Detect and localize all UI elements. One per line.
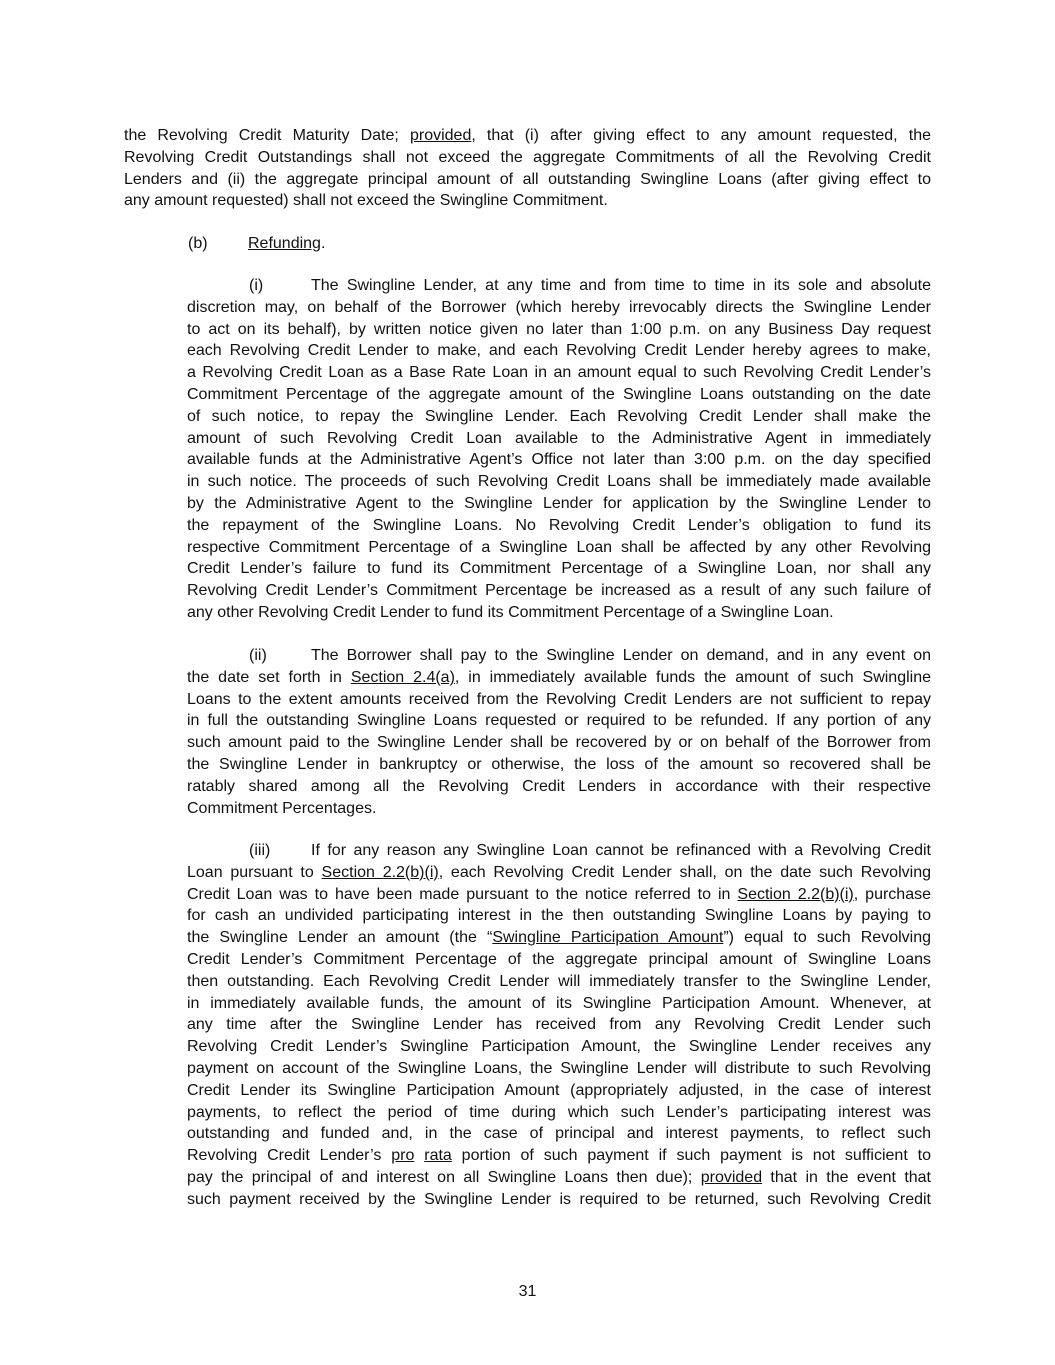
section-reference-link[interactable]: Section 2.2(b)(i) <box>737 885 854 903</box>
text-line: by the Administrative Agent to the Swingline Lender for application by the Swingline Lender to <box>187 494 931 512</box>
text-line: ratably shared among all the Revolving Credit Lenders in accordance with their respective <box>187 777 931 795</box>
paragraph-number: (i) <box>249 277 264 294</box>
text-line: of such notice, to repay the Swingline Lender. Each Revolving Credit Lender shall make the <box>187 407 931 425</box>
text-line: such payment received by the Swingline Lender is required to be returned, such Revolving Credit <box>187 1190 931 1208</box>
paragraph-number: (iii) <box>249 842 271 859</box>
text-line: Commitment Percentages. <box>187 799 377 817</box>
text-line: available funds at the Administrative Agent’s Office not later than 3:00 p.m. on the day specified <box>187 451 931 469</box>
text-line: amount of such Revolving Credit Loan available to the Administrative Agent in immediately <box>187 429 931 447</box>
section-reference-link[interactable]: Section 2.2(b)(i) <box>321 863 439 881</box>
intro-paragraph <box>124 125 931 212</box>
text-line: Credit Lender its Swingline Participation Amount (appropriately adjusted, in the case of interest <box>187 1081 931 1099</box>
text-line: then outstanding. Each Revolving Credit Lender will immediately transfer to the Swingline Lender, <box>187 972 931 990</box>
text-line: payments, to reflect the period of time during which such Lender’s participating interest was <box>187 1103 931 1121</box>
text-line: (ii) The Borrower shall pay to the Swingline Lender on demand, and in any event on <box>187 645 931 667</box>
text-line: payment on account of the Swingline Loans, the Swingline Lender will distribute to such Revolving <box>187 1059 931 1077</box>
paragraph-i <box>187 275 931 624</box>
text-line: the Swingline Lender an amount (the “Swingline Participation Amount”) equal to such Revolving <box>187 929 932 947</box>
paragraph-number: (ii) <box>249 647 267 664</box>
text-line: in immediately available funds, the amount of its Swingline Participation Amount. Whenever, at <box>187 994 931 1012</box>
text-line: Revolving Credit Lender’s Commitment Percentage be increased as a result of any such failure of <box>187 582 931 600</box>
text-line: Credit Loan was to have been made pursuant to the notice referred to in Section 2.2(b)(i), purchase <box>187 885 932 903</box>
text-line: to act on its behalf), by written notice given no later than 1:00 p.m. on any Business Day request <box>187 320 931 338</box>
text-line: the date set forth in Section 2.4(a), in immediately available funds the amount of such Swingline <box>187 668 932 686</box>
text-line: Loan pursuant to Section 2.2(b)(i), each Revolving Credit Lender shall, on the date such Revolving <box>187 863 931 881</box>
text-line: the repayment of the Swingline Loans. No Revolving Credit Lender’s obligation to fund its <box>187 516 931 534</box>
text-line: any amount requested) shall not exceed the Swingline Commitment. <box>124 192 608 210</box>
text-line: the Swingline Lender in bankruptcy or otherwise, the loss of the amount so recovered shall be <box>187 755 931 773</box>
text-line: in full the outstanding Swingline Loans requested or required to be refunded. If any portion of any <box>187 712 931 730</box>
text-line: Revolving Credit Lender’s Swingline Participation Amount, the Swingline Lender receives any <box>187 1038 931 1056</box>
text-line: Credit Lender’s failure to fund its Commitment Percentage of a Swingline Loan, nor shall any <box>187 560 931 578</box>
text-line: Credit Lender’s Commitment Percentage of the aggregate principal amount of Swingline Loans <box>187 950 931 968</box>
text-line: Revolving Credit Lender’s pro rata portion of such payment if such payment is not sufficient to <box>187 1147 931 1165</box>
text-line: Commitment Percentage of the aggregate amount of the Swingline Loans outstanding on the date <box>187 385 931 403</box>
section-title: Refunding <box>248 235 321 252</box>
section-reference-link[interactable]: Section 2.4(a) <box>350 668 455 686</box>
text-line: respective Commitment Percentage of a Swingline Loan shall be affected by any other Revolving <box>187 538 931 556</box>
section-number: (b) <box>188 235 208 252</box>
text-line: Revolving Credit Outstandings shall not exceed the aggregate Commitments of all the Revolving Credit <box>124 148 931 166</box>
provided-term: provided <box>700 1168 763 1186</box>
section-b-heading: (b) Refunding. <box>188 233 325 255</box>
defined-term: Swingline Participation Amount <box>492 929 724 947</box>
text-line: any time after the Swingline Lender has received from any Revolving Credit Lender such <box>187 1016 931 1034</box>
text-line: pay the principal of and interest on all Swingline Loans then due); provided that in the event that <box>187 1168 932 1186</box>
rata-term: rata <box>424 1147 452 1165</box>
text-line: any other Revolving Credit Lender to fund its Commitment Percentage of a Swingline Loan. <box>187 603 834 621</box>
pro-term: pro <box>391 1147 415 1165</box>
text-line: Lenders and (ii) the aggregate principal amount of all outstanding Swingline Loans (after giving effect to <box>124 170 931 188</box>
text-line: such amount paid to the Swingline Lender shall be recovered by or on behalf of the Borrower from <box>187 734 931 752</box>
paragraph-ii <box>187 645 931 819</box>
page-number: 31 <box>518 1283 537 1300</box>
text-line: Loans to the extent amounts received from the Revolving Credit Lenders are not sufficient to repay <box>187 690 931 708</box>
text-line: in such notice. The proceeds of such Revolving Credit Loans shall be immediately made available <box>187 473 931 491</box>
text-line: outstanding and funded and, in the case of principal and interest payments, to reflect such <box>187 1125 931 1143</box>
text-line: the Revolving Credit Maturity Date; provided, that (i) after giving effect to any amount requested, the <box>124 127 931 144</box>
text-line: (i) The Swingline Lender, at any time and from time to time in its sole and absolute <box>187 275 931 297</box>
text-line: for cash an undivided participating interest in the then outstanding Swingline Loans by paying to <box>187 907 931 925</box>
text-line: a Revolving Credit Loan as a Base Rate Loan in an amount equal to such Revolving Credit Lender’s <box>187 364 931 382</box>
provided-term: provided <box>409 127 472 144</box>
text-line: discretion may, on behalf of the Borrower (which hereby irrevocably directs the Swingline Lender <box>187 298 931 316</box>
text-line: each Revolving Credit Lender to make, and each Revolving Credit Lender hereby agrees to make, <box>187 342 931 360</box>
paragraph-iii <box>187 840 931 1211</box>
text-line: (iii) If for any reason any Swingline Loan cannot be refinanced with a Revolving Credit <box>187 840 931 862</box>
